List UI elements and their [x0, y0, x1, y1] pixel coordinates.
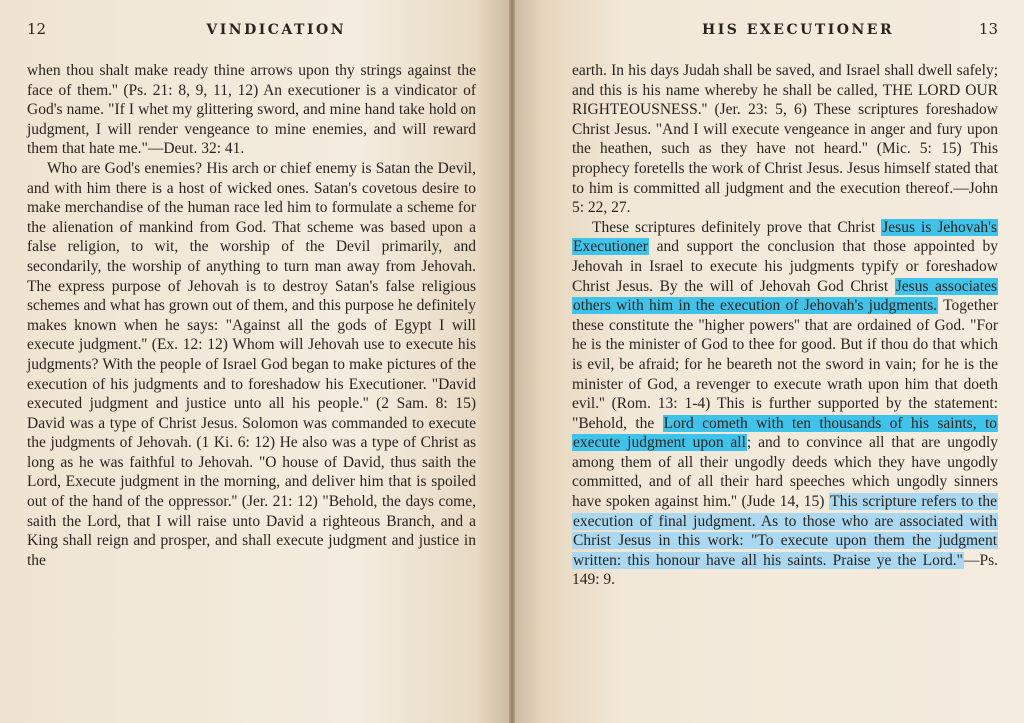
left-page-number: 12: [27, 20, 47, 38]
highlight-final-judgment: This scripture refers to the execution of final judgment. As to those who are associated with Christ Jesus in this work: "To execute upon them the judgment written: this honour have all his saints. Praise ye the Lord.": [573, 493, 997, 569]
right-paragraph-2: [572, 218, 998, 590]
highlight-executioner: Jesus is Jehovah's Executioner: [573, 218, 998, 256]
left-paragraph-1: when thou shalt make ready thine arrows upon thy strings against the face of them.'' (Ps. 21: 8, 9, 11, 12) An executioner is a vindicator of God's name. "If I whet my glittering sword, and mine hand take hold on judgment, I will render vengeance to mine enemies, and will reward them that hate me."—Deut. 32: 41.: [27, 62, 476, 158]
right-page-title: HIS EXECUTIONER: [702, 22, 895, 38]
text-run: —Ps. 149: 9.: [572, 551, 998, 589]
text-run: and support the conclusion that those appointed by Jehovah in Israel to execute his judgments typify or foreshadow Christ Jesus. By the will of Jehovah God Christ: [572, 238, 998, 295]
right-page: [512, 0, 1024, 723]
left-body-text: [27, 61, 476, 570]
right-page-number: 13: [978, 20, 998, 38]
left-paragraph-2: Who are God's enemies? His arch or chief enemy is Satan the Devil, and with him there is a host of wicked ones. Satan's covetous desire to make merchandise of the human race led him to formulate a scheme for the alienation of mankind from God. That scheme was based upon a false religion, to wit, the worship of the Devil primarily, and secondarily, the worship of anything to turn man away from Jehovah. The express purpose of Jehovah is to destroy Satan's false religious schemes and what has grown out of them, and this purpose he definitely makes known when he says: "Against all the gods of Egypt I will execute judgment.'' (Ex. 12: 12) Whom will Jehovah use to execute his judgments? With the people of Israel God began to make pictures of the execution of his judgments and to foreshadow his Executioner. "David executed judgment and justice unto all his people.'' (2 Sam. 8: 15) David was a type of Christ Jesus. Solomon was commanded to execute the judgments of Jehovah. (1 Ki. 6: 12) He also was a type of Christ as long as he was faithful to Jehovah. "O house of David, thus saith the Lord, Execute judgment in the morning, and deliver him that is spoiled out of the hand of the oppressor.'' (Jer. 21: 12) "Behold, the days come, saith the Lord, that I will raise unto David a righteous Branch, and a King shall reign and prosper, and shall execute judgment and justice in the: [27, 159, 476, 569]
right-paragraph-1: earth. In his days Judah shall be saved, and Israel shall dwell safely; and this is his name whereby he shall be called, THE LORD OUR RIGHTEOUSNESS.'' (Jer. 23: 5, 6) These scriptures foreshadow Christ Jesus. "And I will execute vengeance in anger and fury upon the heathen, such as they have not heard.'' (Mic. 5: 15) This prophecy foretells the work of Christ Jesus. Jesus himself stated that to him is committed all judgment and the execution thereof.—John 5: 22, 27.: [572, 62, 998, 217]
left-page-title: VINDICATION: [206, 22, 346, 38]
highlight-saints: Lord cometh with ten thousands of his saints, to execute judgment upon all: [573, 414, 997, 452]
right-running-head: [572, 20, 998, 46]
left-running-head: [27, 20, 476, 46]
highlight-associates: Jesus associates others with him in the execution of Jehovah's judgments.: [573, 277, 997, 315]
book-gutter: [509, 0, 515, 723]
text-run: ; and to convince all that are ungodly among them of all their ungodly deeds which they have ungodly committed, and of all their hard speeches which ungodly sinners have spoken against him.'' (Jude 14, 15): [572, 434, 998, 511]
right-body-text: [572, 61, 998, 590]
text-run: These scriptures definitely prove that Christ: [592, 218, 882, 236]
text-run: Together these constitute the "higher powers'' that are ordained of God. "For he is the minister of God to thee for good. But if thou do that which is evil, be afraid; for he beareth not the sword in vain; for he is the minister of God, a revenger to execute wrath upon him that doeth evil.'' (Rom. 13: 1-4) This is further supported by the statement: "Behold, the: [572, 297, 998, 432]
